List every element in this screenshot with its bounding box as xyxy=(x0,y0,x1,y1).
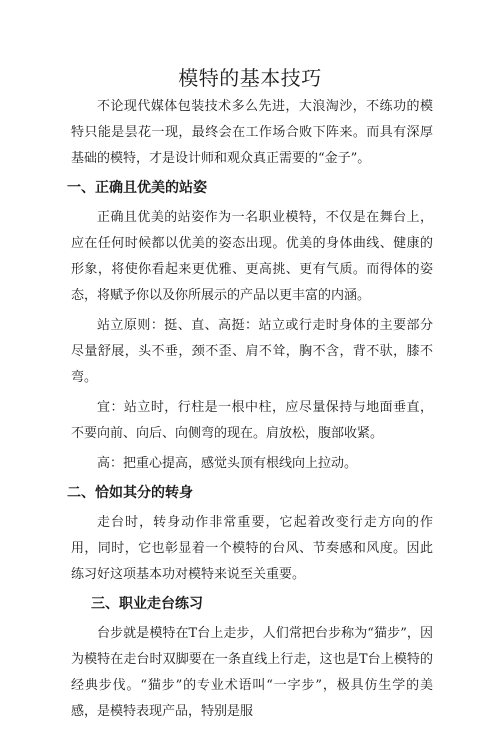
paragraph: 宜：站立时，行柱是一根中柱，应尽量保持与地面垂直，不要向前、向后、向侧弯的现在。肩放松，腹部收紧。 xyxy=(71,400,433,441)
document-title: 模特的基本技巧 xyxy=(178,66,322,90)
paragraph: 站立原则：挺、直、高挺：站立或行走时身体的主要部分尽量舒展，头不垂，颈不歪、肩不耸，胸不含，背不驮，膝不弯。 xyxy=(71,318,433,385)
section-heading-3: 三、职业走台练习 xyxy=(91,596,203,612)
section-heading-1: 一、正确且优美的站姿 xyxy=(67,180,207,196)
document-body xyxy=(67,94,433,729)
intro-paragraph: 不论现代媒体包装技术多么先进，大浪淘沙，不练功的模特只能是昙花一现，最终会在工作场合败下阵来。而具有深厚基础的模特，才是设计师和观众真正需要的“金子”。 xyxy=(71,99,433,166)
paragraph: 台步就是模特在T台上走步，人们常把台步称为“猫步”，因为模特在走台时双脚要在一条直线上行走，这也是T台上模特的经典步伐。“猫步”的专业术语叫“一字步”，极具仿生学的美感，是模特表现产品，特别是服 xyxy=(71,626,433,719)
paragraph: 走台时，转身动作非常重要，它起着改变行走方向的作用，同时，它也彰显着一个模特的台风、节奏感和风度。因此练习好这项基本功对模特来说至关重要。 xyxy=(71,515,433,582)
section-heading-2: 二、恰如其分的转身 xyxy=(67,485,193,501)
paragraph: 正确且优美的站姿作为一名职业模特，不仅是在舞台上，应在任何时候都以优美的姿态出现。优美的身体曲线、健康的形象，将使你看起来更优雅、更高挑、更有气质。而得体的姿态，将赋予你以及你所展示的产品以更丰富的内涵。 xyxy=(71,210,433,303)
paragraph: 高：把重心提高，感觉头顶有根线向上拉动。 xyxy=(97,456,358,471)
